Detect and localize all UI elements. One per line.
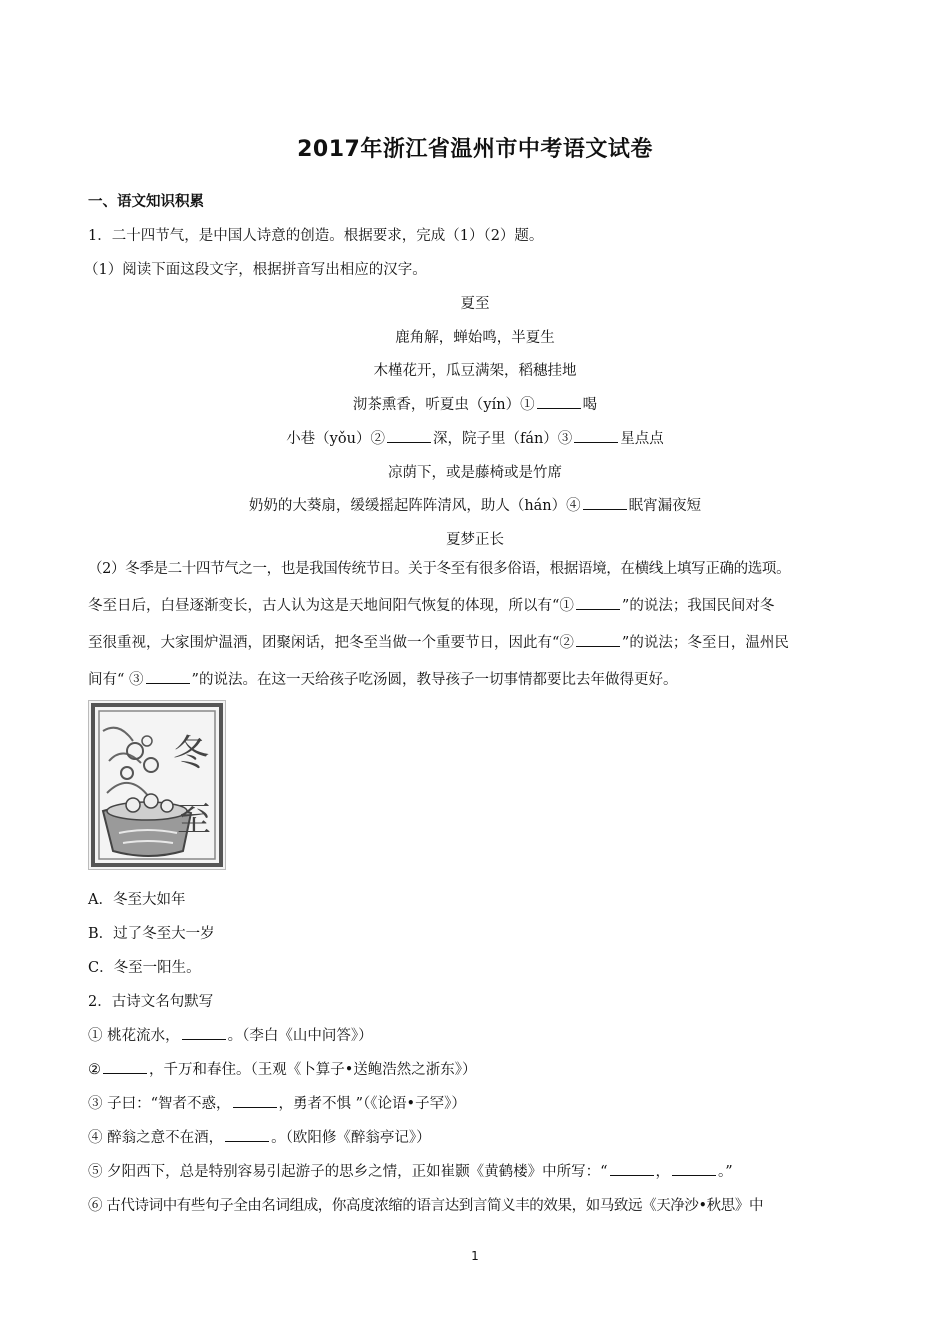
part-2-row-3-end: ”的说法；冬至日，温州民 bbox=[621, 635, 789, 651]
answer-blank[interactable] bbox=[672, 1161, 716, 1176]
part-2-row-2-text: 冬至日后，白昼逐渐变长，古人认为这是天地间阳气恢复的体现，所以有“① bbox=[88, 598, 574, 614]
answer-blank[interactable] bbox=[225, 1127, 269, 1142]
poetry-item-3-source: ，勇者不惧 ”（《论语•子罕》） bbox=[278, 1096, 466, 1112]
answer-blank[interactable] bbox=[576, 595, 620, 610]
poetry-item-4 bbox=[88, 1126, 431, 1147]
question-2-stem: 2．古诗文名句默写 bbox=[88, 994, 214, 1010]
poetry-item-1-text: ① 桃花流水， bbox=[88, 1028, 180, 1044]
poem-line-3 bbox=[0, 393, 950, 414]
poem-line-6 bbox=[0, 494, 950, 515]
part-2-row-4-end: ”的说法。在这一天给孩子吃汤圆，教导孩子一切事情都要比去年做得更好。 bbox=[191, 672, 678, 688]
question-1-part-1: （1）阅读下面这段文字，根据拼音写出相应的汉字。 bbox=[84, 262, 427, 278]
poem-line-2: 木槿花开，瓜豆满架，稻穗挂地 bbox=[373, 363, 577, 379]
part-2-row-4 bbox=[88, 662, 878, 699]
option-a: A．冬至大如年 bbox=[88, 892, 186, 908]
part-2-row-3-text: 至很重视，大家围炉温酒，团聚闲话，把冬至当做一个重要节日，因此有“② bbox=[88, 635, 574, 651]
answer-blank[interactable] bbox=[233, 1093, 277, 1108]
poem-line-3-text: 沏茶熏香，听夏虫（yín）① bbox=[352, 397, 535, 413]
poem-line-7: 夏梦正长 bbox=[446, 532, 504, 548]
poetry-item-1-source: 。（李白《山中问答》） bbox=[227, 1028, 373, 1044]
answer-blank[interactable] bbox=[576, 632, 620, 647]
part-2-row-2-end: ”的说法；我国民间对冬 bbox=[621, 598, 775, 614]
answer-blank[interactable] bbox=[610, 1161, 654, 1176]
poetry-item-3 bbox=[88, 1092, 466, 1113]
woodcut-character-2: 至 bbox=[177, 800, 211, 840]
answer-blank[interactable] bbox=[182, 1025, 226, 1040]
poetry-item-5-comma: ， bbox=[655, 1164, 671, 1180]
answer-blank[interactable] bbox=[583, 495, 627, 510]
answer-blank[interactable] bbox=[103, 1059, 147, 1074]
answer-blank[interactable] bbox=[537, 394, 581, 409]
poem-line-5: 凉荫下，或是藤椅或是竹席 bbox=[388, 465, 562, 481]
question-1-part-2 bbox=[88, 551, 878, 699]
poetry-item-2-text: ，千万和春住。（王观《卜算子•送鲍浩然之浙东》） bbox=[149, 1062, 477, 1078]
woodcut-illustration bbox=[89, 701, 225, 869]
option-b: B．过了冬至大一岁 bbox=[88, 926, 215, 942]
answer-blank[interactable] bbox=[574, 428, 618, 443]
answer-blank[interactable] bbox=[146, 669, 190, 684]
poem-title: 夏至 bbox=[460, 296, 490, 312]
poem-line-4-text: 小巷（yǒu）② bbox=[286, 431, 385, 447]
poem-line-6-text: 奶奶的大葵扇，缓缓摇起阵阵清风，助人（hán）④ bbox=[248, 498, 581, 514]
part-2-row-3 bbox=[88, 625, 878, 662]
poem-line-3-end: 喝 bbox=[582, 397, 598, 413]
option-c: C．冬至一阳生。 bbox=[88, 960, 201, 976]
poetry-item-2 bbox=[88, 1058, 477, 1079]
part-2-row-2 bbox=[88, 588, 878, 625]
poetry-item-3-text: ③ 子曰：“智者不惑， bbox=[88, 1096, 231, 1112]
poem-line-4-end: 星点点 bbox=[620, 431, 664, 447]
poem-line-6-end: 眠宵漏夜短 bbox=[628, 498, 702, 514]
part-2-row-4-text: 间有“ ③ bbox=[88, 672, 144, 688]
poetry-item-2-num: ② bbox=[88, 1062, 101, 1078]
poetry-item-4-text: ④ 醉翁之意不在酒， bbox=[88, 1130, 224, 1146]
poetry-item-5 bbox=[88, 1160, 733, 1181]
part-2-row-1: （2）冬季是二十四节气之一，也是我国传统节日。关于冬至有很多俗语，根据语境，在横线上填写正确的选项。 bbox=[88, 561, 791, 577]
woodcut-character-1: 冬 bbox=[173, 733, 210, 774]
page-number: 1 bbox=[471, 1249, 479, 1263]
answer-blank[interactable] bbox=[387, 428, 431, 443]
poem-line-1: 鹿角解，蝉始鸣，半夏生 bbox=[395, 330, 555, 346]
poetry-item-5-text: ⑤ 夕阳西下，总是特别容易引起游子的思乡之情，正如崔颢《黄鹤楼》中所写：“ bbox=[88, 1164, 608, 1180]
poetry-item-1 bbox=[88, 1024, 373, 1045]
poetry-item-4-source: 。（欧阳修《醉翁亭记》） bbox=[271, 1130, 431, 1146]
question-1-stem: 1．二十四节气，是中国人诗意的创造。根据要求，完成（1）（2）题。 bbox=[88, 228, 544, 244]
winter-solstice-woodcut-image bbox=[88, 700, 226, 870]
poem-line-4-mid: 深，院子里（fán）③ bbox=[432, 431, 573, 447]
page-title: 2017年浙江省温州市中考语文试卷 bbox=[297, 137, 653, 162]
section-heading: 一、语文知识积累 bbox=[88, 194, 204, 210]
poem-line-4 bbox=[0, 427, 950, 448]
poetry-item-5-end: 。” bbox=[718, 1164, 733, 1180]
poetry-item-6: ⑥ 古代诗词中有些句子全由名词组成，你高度浓缩的语言达到言简义丰的效果，如马致远《天净沙•秋思》中 bbox=[88, 1198, 764, 1214]
